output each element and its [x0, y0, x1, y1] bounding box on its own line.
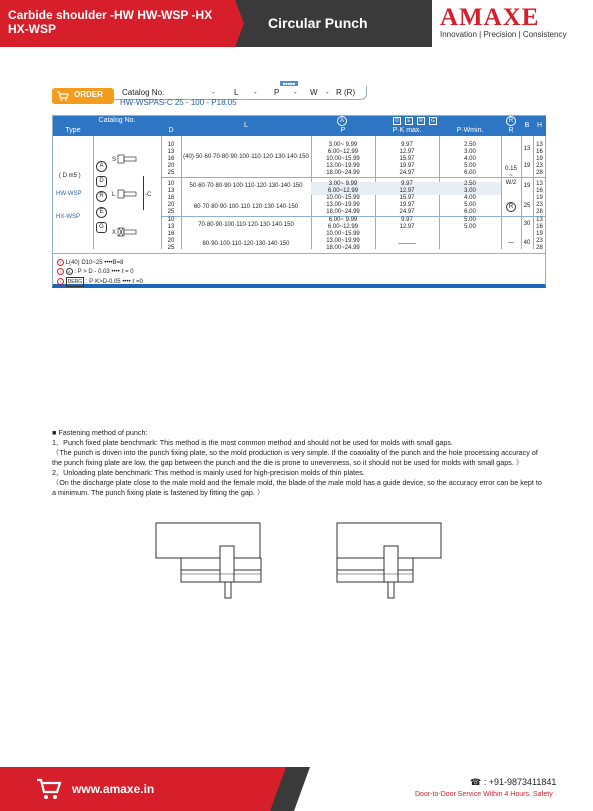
header-R: R — [501, 126, 521, 136]
table-bottom-divider — [53, 253, 545, 254]
cart-icon — [57, 91, 69, 101]
P-value: 13.00~19.99 — [326, 238, 360, 244]
H-value: 19 — [536, 231, 543, 237]
header-D: D — [161, 126, 181, 136]
shape-S: S — [112, 157, 117, 163]
bracket — [143, 176, 144, 210]
PK-value: 12.97 — [399, 188, 415, 194]
H-value: 16 — [536, 149, 543, 155]
PK-value: 9.97 — [401, 142, 413, 148]
phone-number: ☎ : +91-9873411841 — [470, 777, 557, 787]
code: - — [294, 88, 297, 97]
H-value: 23 — [536, 202, 543, 208]
website-link[interactable]: www.amaxe.in — [72, 782, 155, 796]
fastening-p2-body: （On the discharge plate close to the male mold and the female mold, the blade of the male mold has a guide device, so the accuracy error can be kept to a minimum. The punch fixing plate is fastened by fitting the gap. ） — [52, 478, 542, 497]
note-3 — [57, 277, 143, 287]
L-value: (40)·50·60·70·80·90·100·110·120·130·140·150 — [183, 154, 309, 160]
D-value: 20 — [167, 238, 175, 244]
PK-value: 24.97 — [399, 209, 415, 215]
PW-value: 5.00 — [464, 217, 476, 223]
H-value: 23 — [536, 163, 543, 169]
PK-value: 12.97 — [399, 149, 415, 155]
B-value: 40 — [523, 240, 531, 246]
symbol-R-circle-icon: R — [506, 116, 516, 126]
P-value: 10.00~15.99 — [326, 195, 360, 201]
header-PK: P·K max. — [375, 126, 439, 136]
L-value: 70·80·90·100·110·120·130·140·150 — [198, 222, 294, 228]
P-value: 13.00~19.99 — [326, 202, 360, 208]
L-value: 60·70·80·90·100·110·120·130·140·150 — [193, 204, 299, 210]
fastening-section — [52, 428, 546, 498]
D-value: 13 — [167, 188, 175, 194]
H-value: 19 — [536, 195, 543, 201]
H-value: 28 — [536, 209, 543, 215]
PW-value: 2.50 — [464, 181, 476, 187]
PK-value: 15.97 — [399, 195, 415, 201]
P-value: 6.00~12.99 — [327, 224, 359, 230]
D-value: 16 — [167, 156, 175, 162]
D-value: 10 — [167, 142, 175, 148]
H-value: 19 — [536, 156, 543, 162]
H-value: 13 — [536, 181, 543, 187]
order-tag: ■■■■■ — [280, 81, 298, 86]
brand-logo: AMAXE — [440, 4, 540, 31]
divider — [181, 136, 182, 249]
PK-value: 9.97 — [401, 181, 413, 187]
note-text: : P·K>D-0.05 •••• ℓ =0 — [85, 279, 143, 285]
H-value: 28 — [536, 170, 543, 176]
note-text: L(40) D10~25 ••••B=8 — [65, 260, 124, 266]
fastening-p2-title: 2、Unloading plate benchmark: This method is mainly used for high-precision molds of thin plates. — [52, 468, 365, 477]
P-value: 6.00~ 9.99 — [328, 217, 358, 223]
H-value: 16 — [536, 188, 543, 194]
divider — [93, 136, 94, 249]
R-value: W/2 — [505, 180, 517, 186]
symbol-D-icon: D — [393, 117, 401, 125]
D-value: 25 — [167, 170, 175, 176]
symbol-A-icon: A — [66, 268, 73, 275]
P-value: 6.00~12.99 — [327, 188, 359, 194]
PK-value: 24.97 — [399, 170, 415, 176]
header-B: B — [521, 116, 533, 136]
B-value: 13 — [523, 146, 531, 152]
PK-value: 19.97 — [399, 163, 415, 169]
note-2 — [57, 268, 134, 276]
page-footer — [0, 767, 593, 811]
PW-value: 4.00 — [464, 195, 476, 201]
shape-X: X — [112, 230, 117, 236]
header-L: L — [181, 116, 311, 136]
header-H: H — [533, 116, 546, 136]
order-badge — [52, 88, 114, 104]
type-dm5: ( D m5 ) — [59, 173, 81, 179]
PW-value: 5.00 — [464, 163, 476, 169]
page-header — [0, 0, 593, 47]
code: R — [336, 88, 342, 97]
header-blank — [93, 126, 161, 136]
P-value: 13.00~19.99 — [326, 163, 360, 169]
D-value: 10 — [167, 217, 175, 223]
phone-icon: ☎ : — [470, 777, 489, 787]
fastening-title: ■ Fastening method of punch: — [52, 428, 148, 437]
PW-value: 3.00 — [464, 188, 476, 194]
R-value: ~ — [509, 173, 513, 179]
H-value: 23 — [536, 238, 543, 244]
symbol-R-icon: R — [417, 117, 425, 125]
shape-C: -C — [145, 192, 152, 198]
header-type: Type — [53, 126, 93, 136]
footer-slogan: Door-to-Door Service Within 4 Hours. Safety — [415, 791, 553, 798]
diagram-punch-plate-benchmark — [155, 522, 263, 610]
letter-R: R — [96, 191, 107, 202]
B-value: 30 — [523, 221, 531, 227]
code: - — [254, 88, 257, 97]
punch-shape-icon — [117, 154, 139, 240]
header-P: P — [311, 126, 375, 136]
P-value: 10.00~15.99 — [326, 156, 360, 162]
note-text: : P > D - 0.03 •••• ℓ = 0 — [74, 269, 134, 275]
code: L — [234, 88, 239, 97]
L-value: 50·60·70·80·90·100·110·120·130·140·150 — [189, 183, 303, 189]
P-value: 3.00~ 9.99 — [328, 142, 358, 148]
H-value: 13 — [536, 217, 543, 223]
P-value: 10.00~15.99 — [326, 231, 360, 237]
letter-A: A — [96, 161, 107, 172]
PK-value: 15.97 — [399, 156, 415, 162]
dash-long: ——— — [398, 241, 416, 247]
note-1 — [57, 259, 123, 267]
B-value: 19 — [523, 183, 531, 189]
symbol-DERG-icon: DERG — [67, 279, 83, 285]
type-hx-wsp: HX-WSP — [56, 214, 80, 220]
catalog-label: Catalog No. — [122, 88, 165, 97]
PW-value: 4.00 — [464, 156, 476, 162]
D-value: 20 — [167, 163, 175, 169]
D-value: 20 — [167, 202, 175, 208]
fastening-p1-body: （The punch is driven into the punch fixing plate, so the mold production is very simple. If the coaxiality of the punch and the hole processing accuracy of the punch fixing plate are low, the gap between the punch and the die is prone to unevenness, so it should not be used for molds with small gaps. ） — [52, 448, 538, 467]
P-value: 18.00~24.99 — [326, 209, 360, 215]
note-marker-icon: ! — [57, 278, 64, 285]
shape-L: L — [112, 192, 116, 198]
PW-value: 3.00 — [464, 149, 476, 155]
B-value: 19 — [523, 163, 531, 169]
header-catalog-no: Catalog No. — [53, 116, 181, 126]
symbol-A-icon: A — [337, 116, 347, 126]
symbol-G-icon: G — [429, 117, 437, 125]
D-value: 13 — [167, 149, 175, 155]
letter-G: G — [96, 222, 107, 233]
divider — [501, 136, 502, 249]
PW-value: 6.00 — [464, 170, 476, 176]
PW-value: 2.50 — [464, 142, 476, 148]
order-example: HW-WSPAS-C 25 - 100 - P18.05 — [120, 98, 237, 107]
section-title: Circular Punch — [268, 15, 368, 31]
D-value: 10 — [167, 181, 175, 187]
order-label: ORDER — [74, 90, 103, 99]
R-value: — — [508, 240, 514, 246]
D-value: 16 — [167, 231, 175, 237]
symbol-E-icon: E — [405, 117, 413, 125]
group-divider — [161, 177, 545, 178]
spec-table — [52, 115, 546, 288]
PK-value: 12.97 — [399, 224, 415, 230]
PW-value: 5.00 — [464, 224, 476, 230]
D-value: 16 — [167, 195, 175, 201]
PK-value: 19.97 — [399, 202, 415, 208]
letter-D: D — [96, 176, 107, 187]
note-marker-icon: ! — [57, 259, 64, 266]
code: - — [326, 88, 329, 97]
diagram-unloading-plate-benchmark — [336, 522, 444, 610]
brand-tagline: Innovation | Precision | Consistency — [440, 30, 567, 39]
R-value: 0.15 — [505, 166, 517, 172]
P-value: 6.00~12.99 — [327, 149, 359, 155]
letter-E: E — [96, 207, 107, 218]
code: P — [274, 88, 280, 97]
code: W — [310, 88, 318, 97]
PW-value: 5.00 — [464, 202, 476, 208]
P-value: 18.00~24.99 — [326, 245, 360, 251]
H-value: 28 — [536, 245, 543, 251]
fastening-p1-title: 1、Punch fixed plate benchmark: This method is the most common method and should not be used for molds with small gaps. — [52, 438, 453, 447]
code: - — [212, 88, 215, 97]
order-bar — [52, 81, 370, 110]
PK-value: 9.97 — [401, 217, 413, 223]
note-marker-icon: ! — [57, 268, 64, 275]
PW-value: 6.00 — [464, 209, 476, 215]
cart-icon — [36, 777, 62, 801]
product-title: Carbide shoulder -HW HW-WSP -HX HX-WSP — [8, 8, 213, 36]
D-value: 13 — [167, 224, 175, 230]
P-value: 18.00~24.99 — [326, 170, 360, 176]
B-value: 25 — [523, 203, 531, 209]
H-value: 16 — [536, 224, 543, 230]
H-value: 13 — [536, 142, 543, 148]
code: (R) — [344, 88, 356, 97]
D-value: 25 — [167, 245, 175, 251]
type-hw-wsp: HW-WSP — [56, 191, 82, 197]
header-PW: P·Wmin. — [439, 126, 501, 136]
R-circle-icon: R — [506, 202, 516, 212]
D-value: 25 — [167, 209, 175, 215]
L-value: 80·90·100·110·120·130·140·150 — [202, 241, 290, 247]
P-value: 3.00~ 9.99 — [328, 181, 358, 187]
